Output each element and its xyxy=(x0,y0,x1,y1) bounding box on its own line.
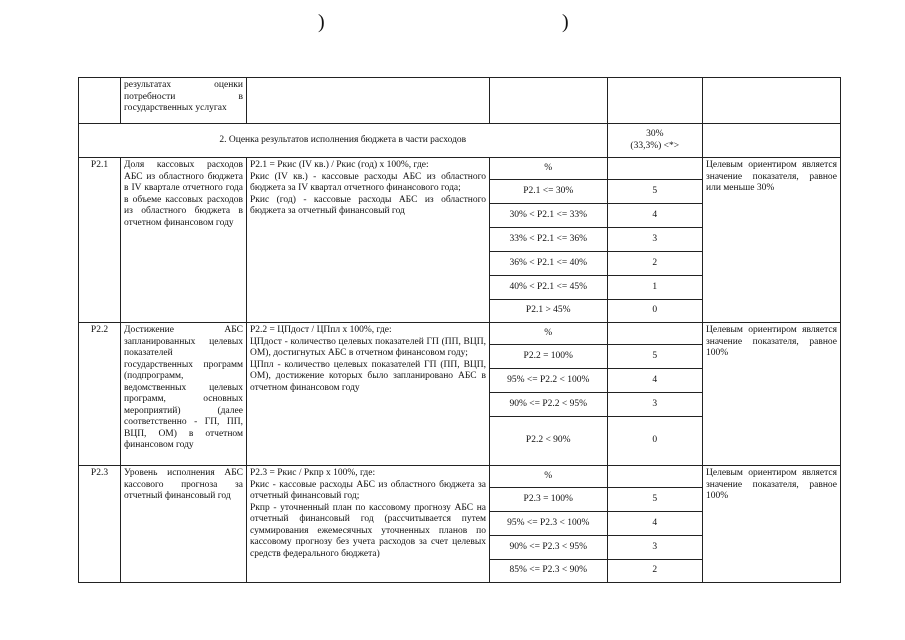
criteria-range: 85% <= P2.3 < 90% xyxy=(509,565,588,576)
criteria-score xyxy=(607,158,702,179)
table-row xyxy=(79,466,841,583)
criteria-range: 40% < P2.1 <= 45% xyxy=(490,275,607,299)
criteria-score: 4 xyxy=(607,368,702,392)
criteria-score: 5 xyxy=(607,179,702,203)
criteria-range: P2.1 > 45% xyxy=(525,305,571,316)
criteria-score: 1 xyxy=(607,275,702,299)
criteria-score: 4 xyxy=(607,203,702,227)
indicator-name: Уровень исполнения АБС кассового прогноза за отчетный финансовый год xyxy=(121,466,247,583)
criteria-range: P2.2 = 100% xyxy=(490,344,607,368)
indicator-formula: P2.3 = Ркис / Ркпр x 100%, где: Ркис - кассовые расходы АБС из областного бюджета за отчетный финансовый год; Ркпр - уточненный план по кассовому прогнозу АБС на отчетный финансовый год (рассчитывается путем суммирования ежемесячных уточненных планов по кассовому прогнозу без учета расходов за счет целевых средств федерального бюджета) xyxy=(247,466,490,583)
indicator-code: P2.1 xyxy=(79,158,121,323)
criteria-range: 95% <= P2.3 < 100% xyxy=(490,511,607,535)
section-weight: 30% (33,3%) <*> xyxy=(607,124,702,158)
criteria-row xyxy=(490,158,702,179)
criteria-range: % xyxy=(490,158,607,179)
assessment-table xyxy=(78,77,841,583)
criteria-row xyxy=(490,487,702,511)
criteria-score: 3 xyxy=(607,535,702,559)
table-row xyxy=(79,323,841,466)
criteria-row xyxy=(490,559,702,582)
indicator-formula: P2.2 = ЦПдост / ЦПпл x 100%, где: ЦПдост - количество целевых показателей ГП (ПП, ВЦП, ОМ), достигнутых АБС в отчетном финансовом году; ЦПпл - количество целевых показателей ГП (ПП, ВЦП, ОМ), достижение которых было запланировано АБС в отчетном финансовом году xyxy=(247,323,490,466)
criteria-score: 2 xyxy=(607,251,702,275)
criteria-score xyxy=(607,466,702,487)
criteria-table xyxy=(490,466,702,582)
scan-mark-left: ) xyxy=(318,11,325,33)
criteria-score: 5 xyxy=(607,487,702,511)
criteria-score: 3 xyxy=(607,227,702,251)
criteria-range: % xyxy=(490,323,607,344)
criteria-row xyxy=(490,511,702,535)
criteria-range: P2.3 = 100% xyxy=(490,487,607,511)
criteria-row xyxy=(490,344,702,368)
criteria-row xyxy=(490,535,702,559)
criteria-cell xyxy=(490,323,703,466)
scan-mark-right: ) xyxy=(562,11,569,33)
top-row-text: результатах оценки потребности в государственных услугах xyxy=(121,78,247,124)
criteria-table xyxy=(490,158,702,322)
criteria-range: 30% < P2.1 <= 33% xyxy=(490,203,607,227)
criteria-range: 33% < P2.1 <= 36% xyxy=(490,227,607,251)
criteria-range: P2.1 <= 30% xyxy=(490,179,607,203)
criteria-row xyxy=(490,299,702,322)
criteria-range: 95% <= P2.2 < 100% xyxy=(490,368,607,392)
criteria-row xyxy=(490,203,702,227)
criteria-range: % xyxy=(490,466,607,487)
criteria-range: 36% < P2.1 <= 40% xyxy=(490,251,607,275)
criteria-score: 2 xyxy=(607,559,702,582)
indicator-name: Доля кассовых расходов АБС из областного бюджета в IV квартале отчетного года в объеме кассовых расходов из областного бюджета в отчетном финансовом году xyxy=(121,158,247,323)
criteria-row xyxy=(490,416,702,465)
indicator-target: Целевым ориентиром является значение показателя, равное 100% xyxy=(703,323,841,466)
criteria-row xyxy=(490,227,702,251)
indicator-target: Целевым ориентиром является значение показателя, равное 100% xyxy=(703,466,841,583)
indicator-code: P2.2 xyxy=(79,323,121,466)
criteria-score: 5 xyxy=(607,344,702,368)
criteria-score xyxy=(607,323,702,344)
criteria-score: 3 xyxy=(607,392,702,416)
criteria-row xyxy=(490,368,702,392)
criteria-cell xyxy=(490,466,703,583)
table-row xyxy=(79,158,841,323)
criteria-row xyxy=(490,392,702,416)
indicator-formula: P2.1 = Ркис (IV кв.) / Ркис (год) x 100%, где: Ркис (IV кв.) - кассовые расходы АБС из областного бюджета за IV квартал отчетного финансового года; Ркис (год) - кассовые расходы АБС из областного бюджета за отчетный финансовый год xyxy=(247,158,490,323)
criteria-row xyxy=(490,275,702,299)
indicator-target: Целевым ориентиром является значение показателя, равное или меньше 30% xyxy=(703,158,841,323)
criteria-row xyxy=(490,466,702,487)
criteria-score: 0 xyxy=(607,416,702,465)
criteria-row xyxy=(490,323,702,344)
section-title: 2. Оценка результатов исполнения бюджета в части расходов xyxy=(79,124,608,158)
criteria-score: 0 xyxy=(607,299,702,322)
criteria-row xyxy=(490,179,702,203)
criteria-range: 90% <= P2.2 < 95% xyxy=(490,392,607,416)
criteria-cell xyxy=(490,158,703,323)
criteria-table xyxy=(490,323,702,465)
criteria-range: P2.2 < 90% xyxy=(525,435,571,446)
indicator-code: P2.3 xyxy=(79,466,121,583)
table-row xyxy=(79,78,841,124)
criteria-row xyxy=(490,251,702,275)
criteria-range: 90% <= P2.3 < 95% xyxy=(490,535,607,559)
section-header-row xyxy=(79,124,841,158)
criteria-score: 4 xyxy=(607,511,702,535)
indicator-name: Достижение АБС запланированных целевых показателей государственных программ (подпрограмм, ведомственных целевых программ, основных мероприятий) (далее соответственно - ГП, ПП, ВЦП, ОМ) в отчетном финансовом году xyxy=(121,323,247,466)
